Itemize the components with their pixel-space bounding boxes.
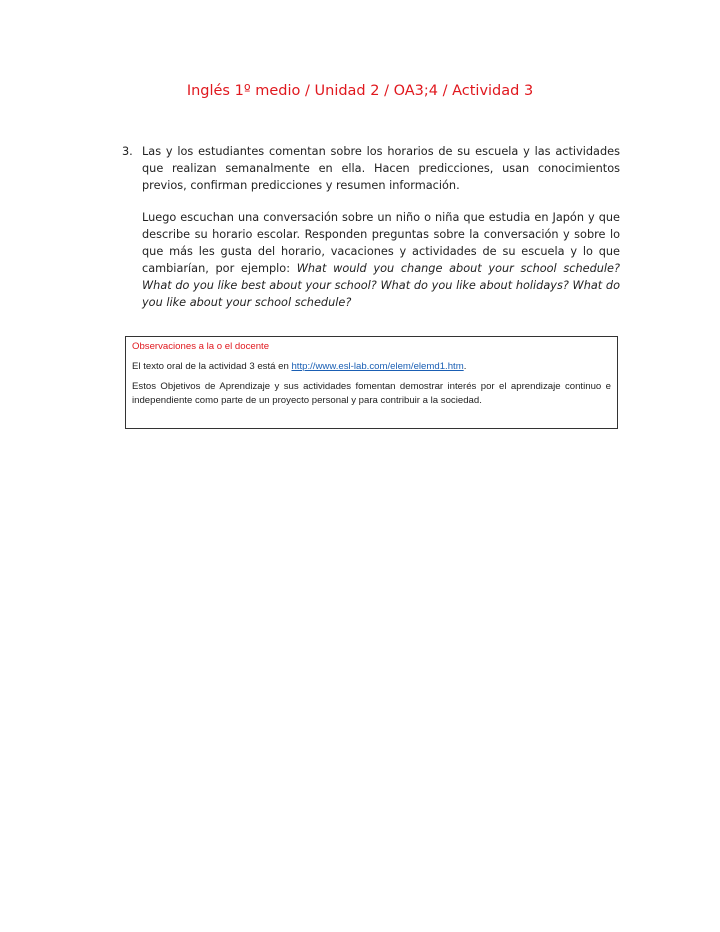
paragraph-2-intro: Luego escuchan una conversación sobre un niño o niña que estudia en Japón y que describe su horario escolar. Responden preguntas sobre la conversación y sobre lo que más les gusta del horario, vacaciones y actividades de su escuela y lo que cambiarían, por ejemplo: — [142, 211, 620, 275]
notes-line-1-suffix: . — [463, 361, 467, 372]
activity-item — [122, 143, 620, 326]
activity-paragraph-1: Las y los estudiantes comentan sobre los horarios de su escuela y las actividades que realizan semanalmente en ella. Hacen predicciones, usan conocimientos previos, confirman predicciones y resumen información. — [142, 145, 620, 192]
notes-line-1 — [132, 360, 611, 374]
page-title: Inglés 1º medio / Unidad 2 / OA3;4 / Actividad 3 — [186, 83, 534, 99]
teacher-notes-box — [125, 336, 618, 429]
activity-paragraph-2 — [142, 209, 620, 311]
notes-line-1-prefix: El texto oral de la actividad 3 está en — [132, 361, 292, 372]
activity-number: 3. — [122, 145, 133, 158]
audio-text-link[interactable]: http://www.esl-lab.com/elem/elemd1.htm — [291, 361, 464, 372]
notes-line-2: Estos Objetivos de Aprendizaje y sus actividades fomentan demostrar interés por el aprendizaje continuo e independiente como parte de un proyecto personal y para contribuir a la sociedad. — [132, 381, 611, 406]
example-questions: What would you change about your school schedule? What do you like best about your school? What do you like about holidays? What do you like about your school schedule? — [142, 262, 620, 309]
notes-heading: Observaciones a la o el docente — [132, 341, 270, 352]
activity-body — [142, 143, 620, 311]
